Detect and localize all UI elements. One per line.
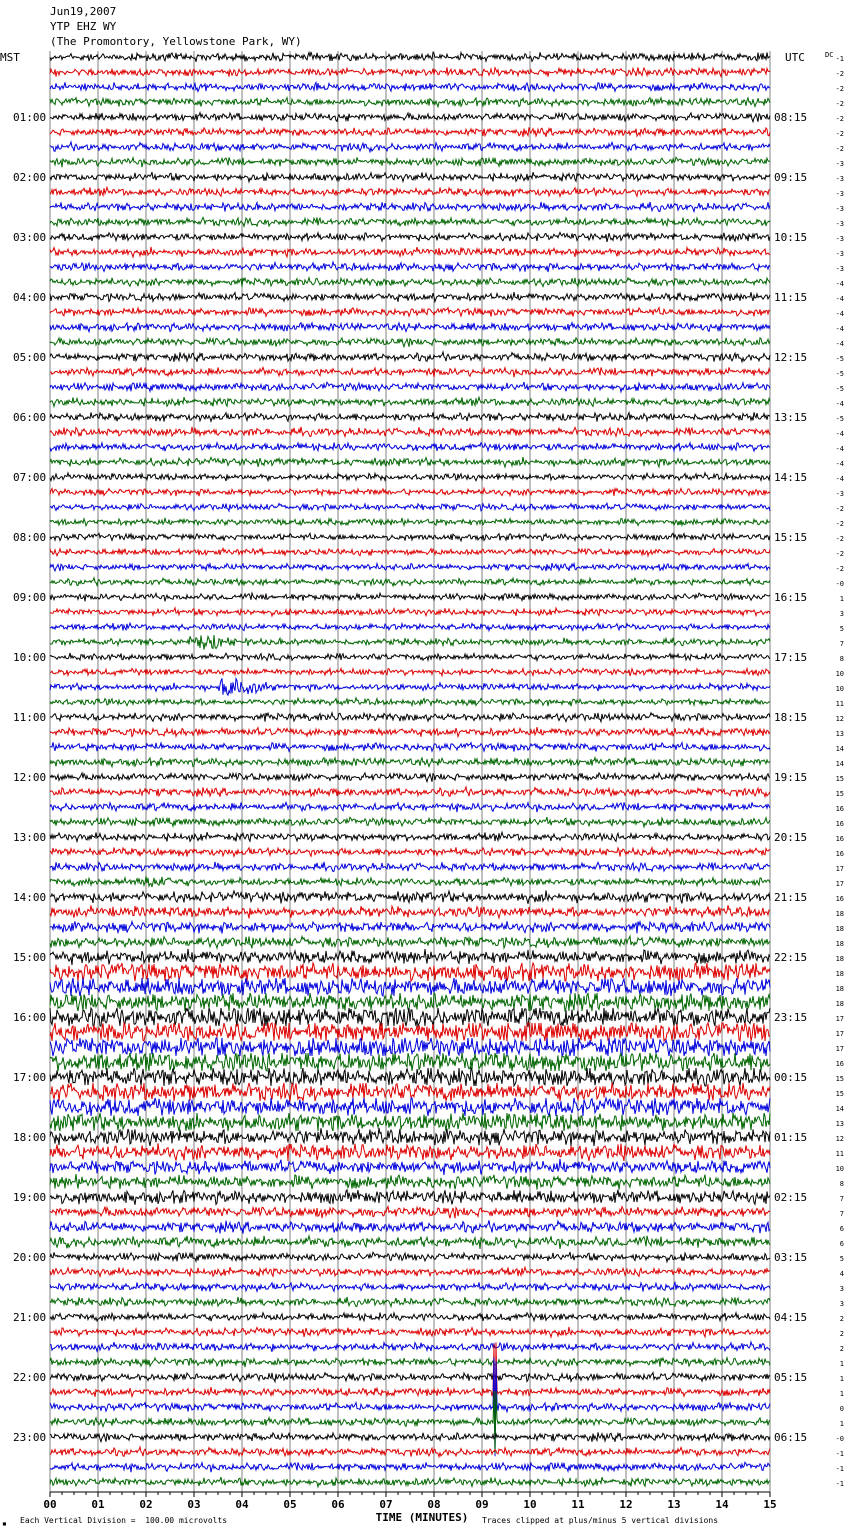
utc-hour-label: 21:15 xyxy=(774,891,808,904)
dc-offset-label: 4 xyxy=(839,1270,844,1278)
trace-row xyxy=(50,142,770,152)
dc-offset-label: 8 xyxy=(839,655,844,663)
trace-row xyxy=(50,787,770,797)
trace-row xyxy=(50,593,770,601)
dc-offset-label: 7 xyxy=(839,1210,844,1218)
trace-row xyxy=(50,921,770,933)
dc-offset-label: 10 xyxy=(835,685,844,693)
mst-hour-label: 16:00 xyxy=(13,1011,47,1024)
dc-offset-label: 17 xyxy=(835,865,844,873)
trace-row xyxy=(50,1373,770,1382)
utc-hour-label: 20:15 xyxy=(774,831,808,844)
mst-hour-label: 10:00 xyxy=(13,651,47,664)
dc-offset-label: -2 xyxy=(835,70,844,78)
trace-row xyxy=(50,668,770,676)
mst-hour-label: 14:00 xyxy=(13,891,47,904)
dc-offset-label: 1 xyxy=(839,1390,844,1398)
trace-row xyxy=(50,247,770,257)
trace-row xyxy=(50,1342,770,1441)
dc-offset-label: 3 xyxy=(839,1285,844,1293)
dc-offset-label: -2 xyxy=(835,520,844,528)
dc-offset-label: -4 xyxy=(835,280,844,288)
dc-offset-label: 7 xyxy=(839,1195,844,1203)
mst-hour-label: 21:00 xyxy=(13,1311,47,1324)
dc-offset-label: -5 xyxy=(835,385,844,393)
trace-row xyxy=(50,1252,770,1262)
dc-offset-label: 16 xyxy=(835,1060,844,1068)
dc-offset-label: -1 xyxy=(835,1480,844,1488)
x-tick-label: 15 xyxy=(763,1498,777,1511)
clip-note: Traces clipped at plus/minus 5 vertical divisions xyxy=(482,1516,719,1525)
utc-hour-label: 05:15 xyxy=(774,1371,808,1384)
mst-hour-label: 23:00 xyxy=(13,1431,47,1444)
trace-row xyxy=(50,963,770,981)
trace-row xyxy=(50,518,770,526)
trace-row xyxy=(50,578,770,586)
trace-row xyxy=(50,1113,770,1131)
dc-offset-label: -2 xyxy=(835,115,844,123)
dc-offset-label: 10 xyxy=(835,670,844,678)
dc-offset-label: -1 xyxy=(835,1450,844,1458)
trace-row xyxy=(50,323,770,332)
dc-offset-label: 14 xyxy=(835,1105,844,1113)
trace-row xyxy=(50,352,770,362)
dc-offset-label: 13 xyxy=(835,1120,844,1128)
utc-hour-label: 18:15 xyxy=(774,711,808,724)
dc-offset-label: -3 xyxy=(835,220,844,228)
dc-offset-label: 12 xyxy=(835,715,844,723)
trace-row xyxy=(50,698,770,706)
trace-row xyxy=(50,832,770,841)
trace-row xyxy=(50,1358,770,1457)
trace-row xyxy=(50,397,770,406)
mst-hour-label: 05:00 xyxy=(13,351,47,364)
x-tick-label: 09 xyxy=(475,1498,489,1511)
mst-hour-label: 17:00 xyxy=(13,1071,47,1084)
mst-hour-label: 07:00 xyxy=(13,471,47,484)
dc-offset-label: -3 xyxy=(835,490,844,498)
trace-row xyxy=(50,157,770,167)
trace-row xyxy=(50,52,770,62)
trace-row xyxy=(50,847,770,856)
trace-row xyxy=(50,202,770,212)
trace-row xyxy=(50,905,770,918)
dc-offset-label: -4 xyxy=(835,325,844,333)
dc-offset-label: -3 xyxy=(835,190,844,198)
trace-row xyxy=(50,862,770,872)
trace-row xyxy=(50,949,770,965)
x-tick-label: 01 xyxy=(91,1498,105,1511)
dc-offset-label: 18 xyxy=(835,940,844,948)
trace-row xyxy=(50,1068,770,1086)
trace-row xyxy=(50,473,770,481)
utc-hour-label: 15:15 xyxy=(774,531,808,544)
trace-row xyxy=(50,936,770,948)
dc-offset-label: 15 xyxy=(835,1075,844,1083)
mst-hour-label: 03:00 xyxy=(13,231,47,244)
dc-offset-label: -1 xyxy=(835,55,844,63)
dc-offset-label: 18 xyxy=(835,1000,844,1008)
dc-offset-label: 16 xyxy=(835,835,844,843)
dc-offset-label: 1 xyxy=(839,1360,844,1368)
utc-hour-label: 10:15 xyxy=(774,231,808,244)
mst-hour-label: 20:00 xyxy=(13,1251,47,1264)
dc-offset-label: 11 xyxy=(835,1150,844,1158)
mst-hour-label: 08:00 xyxy=(13,531,47,544)
dc-offset-label: 16 xyxy=(835,805,844,813)
utc-axis-label: UTC xyxy=(785,51,805,64)
utc-hour-label: 22:15 xyxy=(774,951,808,964)
x-tick-label: 08 xyxy=(427,1498,441,1511)
dc-offset-label: 7 xyxy=(839,640,844,648)
trace-row xyxy=(50,67,770,76)
trace-row xyxy=(50,1447,770,1457)
mst-hour-label: 09:00 xyxy=(13,591,47,604)
trace-row xyxy=(50,1462,770,1472)
trace-row xyxy=(50,187,770,196)
dc-offset-label: 5 xyxy=(839,1255,844,1263)
trace-row xyxy=(50,623,770,631)
dc-offset-label: -5 xyxy=(835,355,844,363)
dc-offset-label: 12 xyxy=(835,1135,844,1143)
dc-offset-label: -0 xyxy=(835,1435,844,1443)
dc-offset-label: 14 xyxy=(835,745,844,753)
trace-row xyxy=(50,1143,770,1161)
station-location: (The Promontory, Yellowstone Park, WY) xyxy=(50,35,302,48)
trace-row xyxy=(50,890,770,903)
dc-offset-label: 18 xyxy=(835,970,844,978)
trace-row xyxy=(50,308,770,317)
dc-offset-label: 15 xyxy=(835,775,844,783)
dc-offset-label: 17 xyxy=(835,1030,844,1038)
trace-row xyxy=(50,1477,770,1487)
mst-hour-label: 11:00 xyxy=(13,711,47,724)
trace-row xyxy=(50,1282,770,1291)
trace-row xyxy=(50,727,770,737)
trace-row xyxy=(50,653,770,661)
utc-hour-label: 16:15 xyxy=(774,591,808,604)
utc-hour-label: 11:15 xyxy=(774,291,808,304)
mst-hour-label: 19:00 xyxy=(13,1191,47,1204)
plot-date: Jun19,2007 xyxy=(50,5,117,18)
trace-row xyxy=(50,678,770,695)
trace-row xyxy=(50,127,770,137)
trace-row xyxy=(50,548,770,555)
utc-hour-label: 00:15 xyxy=(774,1071,808,1084)
x-tick-label: 06 xyxy=(331,1498,345,1511)
dc-offset-label: -4 xyxy=(835,340,844,348)
trace-row xyxy=(50,1207,770,1219)
dc-offset-label: 16 xyxy=(835,850,844,858)
utc-hour-label: 01:15 xyxy=(774,1131,808,1144)
dc-offset-label: -4 xyxy=(835,310,844,318)
x-tick-label: 10 xyxy=(523,1498,537,1511)
trace-row xyxy=(50,1342,770,1352)
dc-offset-label: 3 xyxy=(839,610,844,618)
x-tick-label: 11 xyxy=(571,1498,585,1511)
trace-row xyxy=(50,1038,770,1056)
dc-offset-label: 18 xyxy=(835,955,844,963)
trace-row xyxy=(50,978,770,996)
dc-offset-label: -2 xyxy=(835,85,844,93)
trace-row xyxy=(50,443,770,452)
utc-hour-label: 04:15 xyxy=(774,1311,808,1324)
dc-offset-label: 2 xyxy=(839,1315,844,1323)
trace-row xyxy=(50,1432,770,1442)
x-tick-label: 00 xyxy=(43,1498,57,1511)
dc-offset-label: 18 xyxy=(835,985,844,993)
dc-axis-label: DC xyxy=(825,51,834,59)
trace-row xyxy=(50,1023,770,1041)
footer-corner-mark: ▪ xyxy=(2,1519,7,1528)
dc-offset-label: 11 xyxy=(835,700,844,708)
mst-hour-label: 15:00 xyxy=(13,951,47,964)
dc-offset-label: -4 xyxy=(835,460,844,468)
dc-offset-label: 17 xyxy=(835,1015,844,1023)
utc-hour-label: 08:15 xyxy=(774,111,808,124)
dc-offset-label: 17 xyxy=(835,1045,844,1053)
mst-hour-label: 13:00 xyxy=(13,831,47,844)
mst-hour-label: 18:00 xyxy=(13,1131,47,1144)
trace-row xyxy=(50,338,770,347)
dc-offset-label: 2 xyxy=(839,1345,844,1353)
dc-offset-label: -2 xyxy=(835,145,844,153)
trace-row xyxy=(50,82,770,91)
dc-offset-label: -3 xyxy=(835,235,844,243)
dc-offset-label: -4 xyxy=(835,295,844,303)
dc-offset-label: 6 xyxy=(839,1240,844,1248)
trace-row xyxy=(50,262,770,272)
dc-offset-label: 2 xyxy=(839,1330,844,1338)
dc-offset-label: -0 xyxy=(835,580,844,588)
x-tick-label: 03 xyxy=(187,1498,201,1511)
dc-offset-label: 15 xyxy=(835,790,844,798)
dc-offset-label: 18 xyxy=(835,910,844,918)
trace-row xyxy=(50,773,770,782)
dc-offset-label: -4 xyxy=(835,475,844,483)
dc-offset-label: -3 xyxy=(835,175,844,183)
trace-row xyxy=(50,1391,770,1453)
trace-row xyxy=(50,533,770,541)
x-tick-label: 12 xyxy=(619,1498,633,1511)
dc-offset-label: 6 xyxy=(839,1225,844,1233)
trace-row xyxy=(50,232,770,242)
dc-offset-label: -4 xyxy=(835,445,844,453)
utc-hour-label: 03:15 xyxy=(774,1251,808,1264)
dc-offset-label: 14 xyxy=(835,760,844,768)
x-axis-title: TIME (MINUTES) xyxy=(375,1511,469,1524)
x-tick-label: 04 xyxy=(235,1498,249,1511)
mst-axis-label: MST xyxy=(0,51,20,64)
trace-row xyxy=(50,503,770,511)
dc-offset-label: -2 xyxy=(835,535,844,543)
trace-row xyxy=(50,457,770,467)
trace-row xyxy=(50,1327,770,1337)
dc-offset-label: -3 xyxy=(835,205,844,213)
scale-note: Each Vertical Division = 100.00 microvolts xyxy=(20,1516,228,1525)
trace-row xyxy=(50,1220,770,1233)
dc-offset-label: -3 xyxy=(835,250,844,258)
trace-row xyxy=(50,713,770,722)
trace-row xyxy=(50,563,770,571)
x-tick-label: 14 xyxy=(715,1498,729,1511)
utc-hour-label: 23:15 xyxy=(774,1011,808,1024)
trace-row xyxy=(50,1236,770,1249)
utc-hour-label: 09:15 xyxy=(774,171,808,184)
trace-row xyxy=(50,217,770,226)
trace-row xyxy=(50,635,770,650)
trace-row xyxy=(50,367,770,377)
dc-offset-label: 10 xyxy=(835,1165,844,1173)
trace-row xyxy=(50,1358,770,1367)
dc-offset-label: -3 xyxy=(835,265,844,273)
trace-row xyxy=(50,817,770,827)
trace-row xyxy=(50,1159,770,1175)
dc-offset-label: -2 xyxy=(835,130,844,138)
mst-hour-label: 06:00 xyxy=(13,411,47,424)
station-code: YTP EHZ WY xyxy=(50,20,117,33)
dc-offset-label: -2 xyxy=(835,565,844,573)
trace-row xyxy=(50,608,770,616)
dc-offset-label: 16 xyxy=(835,895,844,903)
utc-hour-label: 14:15 xyxy=(774,471,808,484)
trace-row xyxy=(50,1313,770,1322)
dc-offset-label: -2 xyxy=(835,505,844,513)
trace-row xyxy=(50,1174,770,1190)
dc-offset-label: -2 xyxy=(835,100,844,108)
trace-row xyxy=(50,1267,770,1276)
dc-offset-label: -5 xyxy=(835,370,844,378)
dc-offset-label: -1 xyxy=(835,1465,844,1473)
trace-row xyxy=(50,876,770,887)
trace-row xyxy=(50,1297,770,1307)
trace-row xyxy=(50,427,770,437)
dc-offset-label: 15 xyxy=(835,1090,844,1098)
trace-row xyxy=(50,1098,770,1116)
dc-offset-label: 0 xyxy=(839,1405,844,1413)
utc-hour-label: 06:15 xyxy=(774,1431,808,1444)
x-tick-label: 07 xyxy=(379,1498,393,1511)
dc-offset-label: 1 xyxy=(839,1375,844,1383)
trace-row xyxy=(50,172,770,182)
mst-hour-label: 04:00 xyxy=(13,291,47,304)
dc-offset-label: 17 xyxy=(835,880,844,888)
trace-row xyxy=(50,113,770,122)
trace-row xyxy=(50,292,770,302)
utc-hour-label: 02:15 xyxy=(774,1191,808,1204)
trace-row xyxy=(50,993,770,1011)
utc-hour-label: 19:15 xyxy=(774,771,808,784)
utc-hour-label: 12:15 xyxy=(774,351,808,364)
dc-offset-label: 1 xyxy=(839,1420,844,1428)
dc-offset-label: -5 xyxy=(835,415,844,423)
mst-hour-label: 22:00 xyxy=(13,1371,47,1384)
trace-row xyxy=(50,802,770,812)
trace-row xyxy=(50,1190,770,1205)
x-tick-label: 02 xyxy=(139,1498,153,1511)
mst-hour-label: 12:00 xyxy=(13,771,47,784)
dc-offset-label: -4 xyxy=(835,400,844,408)
dc-offset-label: 13 xyxy=(835,730,844,738)
trace-row xyxy=(50,1083,770,1101)
trace-row xyxy=(50,742,770,751)
dc-offset-label: 18 xyxy=(835,925,844,933)
utc-hour-label: 13:15 xyxy=(774,411,808,424)
trace-row xyxy=(50,278,770,287)
seismic-traces xyxy=(50,52,770,1487)
trace-row xyxy=(50,98,770,107)
dc-offset-label: -2 xyxy=(835,550,844,558)
dc-offset-label: 3 xyxy=(839,1300,844,1308)
x-tick-label: 13 xyxy=(667,1498,681,1511)
dc-offset-label: -4 xyxy=(835,430,844,438)
x-tick-label: 05 xyxy=(283,1498,297,1511)
mst-hour-label: 02:00 xyxy=(13,171,47,184)
trace-row xyxy=(50,1053,770,1071)
dc-offset-label: 1 xyxy=(839,595,844,603)
dc-offset-label: 16 xyxy=(835,820,844,828)
dc-offset-label: 5 xyxy=(839,625,844,633)
trace-row xyxy=(50,758,770,767)
trace-row xyxy=(50,412,770,421)
mst-hour-label: 01:00 xyxy=(13,111,47,124)
utc-hour-label: 17:15 xyxy=(774,651,808,664)
trace-row xyxy=(50,382,770,392)
dc-offset-label: 8 xyxy=(839,1180,844,1188)
trace-row xyxy=(50,488,770,496)
dc-offset-label: -3 xyxy=(835,160,844,168)
